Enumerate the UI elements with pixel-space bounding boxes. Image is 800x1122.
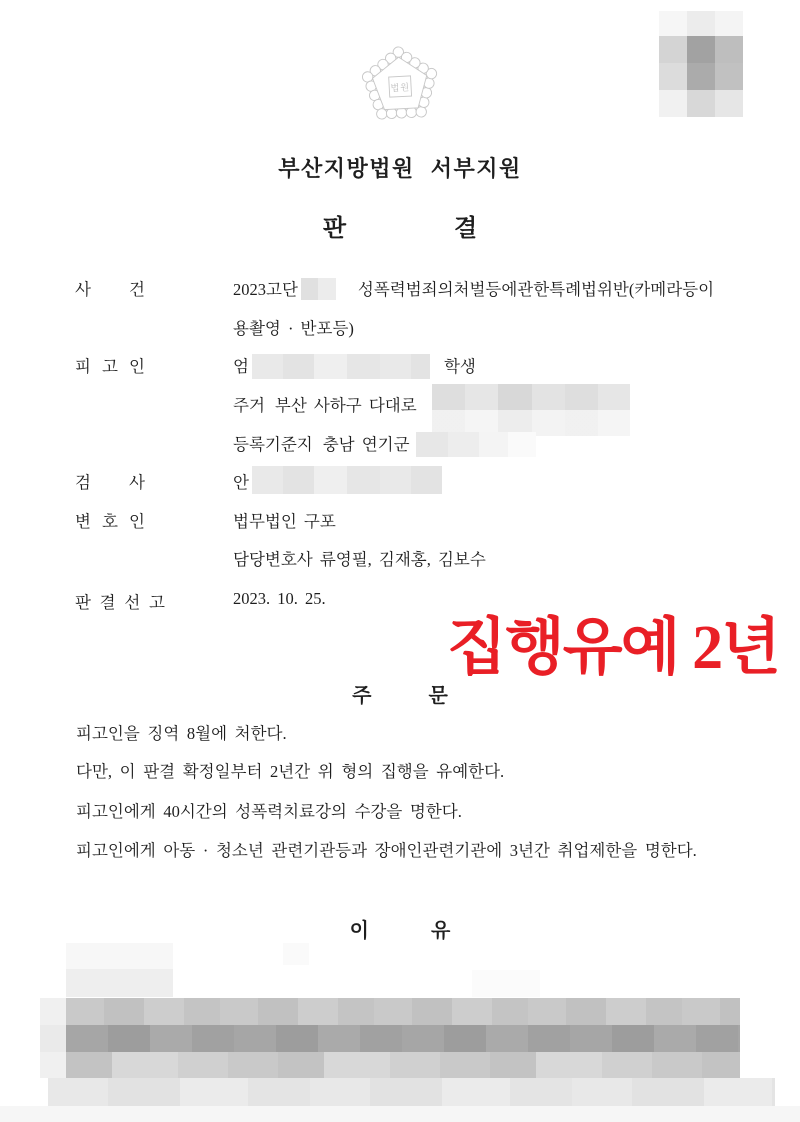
defendant-label: 피 고 인 [75,357,145,376]
suspended-sentence-stamp: 집행유예 2년 [447,614,779,682]
attorneys-row [75,546,794,572]
mosaic-cell [715,90,743,117]
counsel-label: 변 호 인 [75,512,145,531]
mosaic-cell [687,90,715,117]
redaction-band [40,998,66,1025]
mosaic-cell [687,11,715,36]
disposition-title [0,679,800,708]
mosaic-cell [659,90,687,117]
defendant-surname: 엄 [233,357,249,376]
counsel-row [75,508,794,534]
court-seal-icon [354,42,446,126]
court-name: 부산지방법원 서부지원 [278,156,522,181]
mosaic-cell [659,36,687,63]
prosecutor-surname: 안 [233,473,249,492]
redaction-case-number [301,278,336,300]
redaction-band [66,1025,740,1052]
mosaic-cell [687,36,715,63]
registry-value: 충남 연기군 [322,435,410,454]
case-number-prefix: 2023고단 [233,280,298,299]
seal-text: 법원 [390,82,411,94]
sentencing-label: 판 결 선 고 [75,593,165,612]
redaction-block [472,970,540,997]
case-title-line2: 용촬영 · 반포등) [233,319,354,338]
mosaic-cell [687,63,715,90]
case-row [75,276,794,302]
reasons-title-char: 유 [431,920,451,942]
redaction-residence [432,384,630,436]
redaction-band [66,998,740,1025]
reasons-title [0,914,800,943]
prosecutor-row [75,469,794,495]
redaction-block [66,943,173,997]
mosaic-cell [715,36,743,63]
mosaic-cell [715,63,743,90]
mosaic-cell [659,11,687,36]
disposition-line: 피고인에게 40시간의 성폭력치료강의 수강을 명한다. [76,802,462,821]
redaction-band [0,1106,800,1122]
case-title: 성폭력범죄의처벌등에관한특례법위반(카메라등이 [357,280,715,299]
disposition-title-char: 주 [352,685,372,707]
redaction-band [40,1025,66,1052]
redaction-band [40,1052,66,1078]
document-title-char: 판 [322,216,346,242]
mosaic-cell [659,63,687,90]
redaction-prosecutor-name [252,466,442,494]
registry-row [75,431,794,457]
document-title [0,208,800,243]
redaction-mosaic-top-right [659,11,743,117]
attorneys: 담당변호사 류영필, 김재홍, 김보수 [233,550,486,569]
residence-label: 주거 [233,396,265,415]
reasons-title-char: 이 [349,920,369,942]
counsel-firm: 법무법인 구포 [233,512,336,531]
disposition-title-char: 문 [428,685,448,707]
document-title-char: 결 [454,216,478,242]
registry-label: 등록기준지 [233,435,313,454]
prosecutor-label: 검 사 [75,473,145,492]
redaction-defendant-name [252,354,430,379]
residence-value: 부산 사하구 다대로 [274,396,417,415]
mosaic-cell [715,11,743,36]
redaction-band [66,1052,740,1078]
redaction-block [283,943,309,965]
defendant-occupation: 학생 [443,357,476,376]
redaction-registry [416,432,536,457]
defendant-row [75,353,794,379]
sentencing-date: 2023. 10. 25. [233,589,326,608]
disposition-line: 피고인을 징역 8월에 처한다. [76,724,287,743]
case-row-cont [75,315,794,341]
redaction-band [48,1078,775,1106]
disposition-line: 피고인에게 아동 · 청소년 관련기관등과 장애인관련기관에 3년간 취업제한을 명한다. [76,841,697,860]
case-label: 사 건 [75,280,145,299]
disposition-line: 다만, 이 판결 확정일부터 2년간 위 형의 집행을 유예한다. [76,762,505,781]
